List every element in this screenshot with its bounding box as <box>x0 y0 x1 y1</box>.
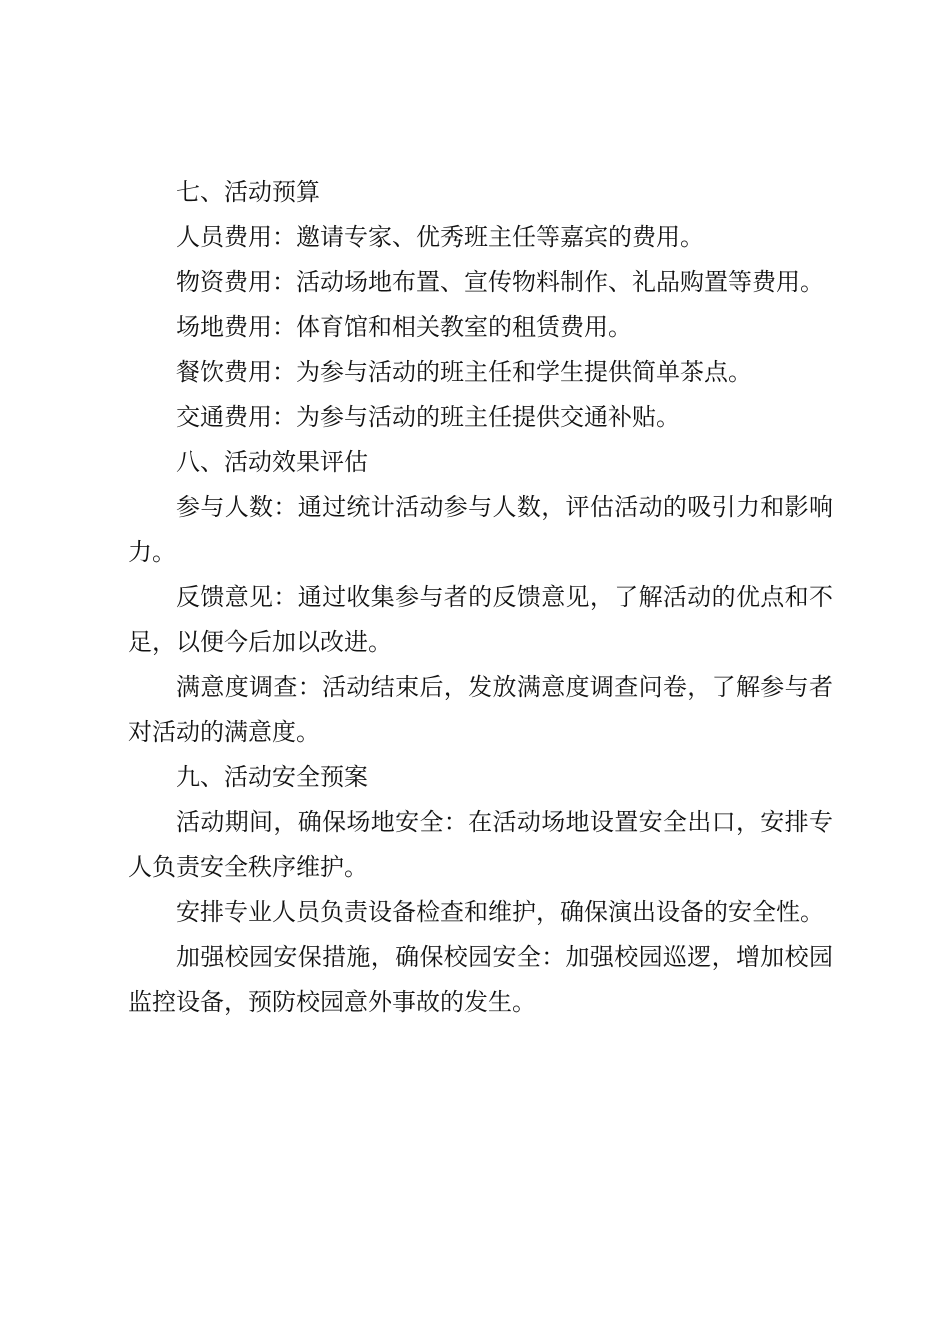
section-heading-budget: 七、活动预算 <box>176 178 320 206</box>
evaluation-survey-paragraph: 满意度调查：活动结束后，发放满意度调查问卷，了解参与者对活动的满意度。 <box>128 673 833 746</box>
budget-catering-paragraph: 餐饮费用：为参与活动的班主任和学生提供简单茶点。 <box>176 358 752 386</box>
safety-campus-paragraph: 加强校园安保措施，确保校园安全：加强校园巡逻，增加校园监控设备，预防校园意外事故的发生。 <box>128 943 833 1016</box>
document-body <box>128 170 833 1025</box>
section-heading-evaluation: 八、活动效果评估 <box>176 448 368 476</box>
section-heading-safety: 九、活动安全预案 <box>176 763 368 791</box>
budget-transport-paragraph: 交通费用：为参与活动的班主任提供交通补贴。 <box>176 403 680 431</box>
safety-venue-paragraph: 活动期间，确保场地安全：在活动场地设置安全出口，安排专人负责安全秩序维护。 <box>128 808 833 881</box>
budget-personnel-paragraph: 人员费用：邀请专家、优秀班主任等嘉宾的费用。 <box>176 223 704 251</box>
safety-equipment-paragraph: 安排专业人员负责设备检查和维护，确保演出设备的安全性。 <box>176 898 824 926</box>
budget-venue-paragraph: 场地费用：体育馆和相关教室的租赁费用。 <box>176 313 632 341</box>
evaluation-participants-paragraph: 参与人数：通过统计活动参与人数，评估活动的吸引力和影响力。 <box>128 493 833 566</box>
evaluation-feedback-paragraph: 反馈意见：通过收集参与者的反馈意见，了解活动的优点和不足，以便今后加以改进。 <box>128 583 833 656</box>
budget-materials-paragraph: 物资费用：活动场地布置、宣传物料制作、礼品购置等费用。 <box>176 268 824 296</box>
